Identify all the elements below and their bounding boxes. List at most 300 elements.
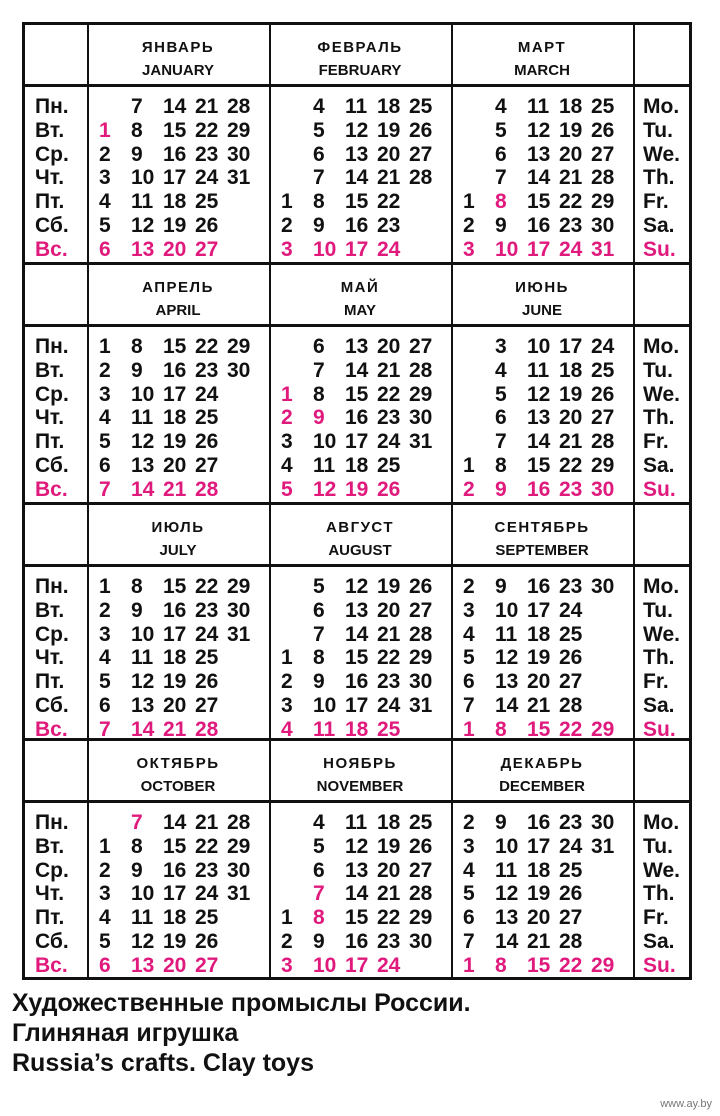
day-cell: 4 xyxy=(313,811,325,834)
day-cell: 13 xyxy=(345,858,369,882)
day-cell: 3 xyxy=(281,430,293,454)
weekday-label-ru: Пт. xyxy=(35,430,65,454)
day-cell: 19 xyxy=(163,670,187,694)
day-cell: 7 xyxy=(313,166,325,190)
day-cell: 25 xyxy=(591,95,615,118)
weekday-label-ru: Вт. xyxy=(35,598,65,622)
day-cell: 15 xyxy=(345,906,369,930)
weekday-labels-en xyxy=(643,575,680,742)
week-row xyxy=(99,694,259,718)
day-cell: 31 xyxy=(591,834,615,858)
weekday-label-en: Sa. xyxy=(643,213,675,237)
day-cell-holiday: 20 xyxy=(163,237,187,261)
weekday-label-ru: Вс. xyxy=(35,477,68,501)
day-cell: 20 xyxy=(163,693,187,717)
day-cell: 9 xyxy=(495,811,507,834)
week-row xyxy=(281,575,441,599)
month-title xyxy=(269,25,451,87)
day-cell: 6 xyxy=(313,598,325,622)
day-cell: 16 xyxy=(527,575,551,598)
weekday-labels-en xyxy=(643,95,680,262)
week-row xyxy=(281,454,441,478)
month-title xyxy=(451,265,633,327)
week-row xyxy=(99,478,259,502)
day-cell-holiday: 23 xyxy=(559,477,583,501)
day-cell: 20 xyxy=(527,670,551,694)
day-cell: 9 xyxy=(131,858,143,882)
day-cell-holiday: 10 xyxy=(313,953,337,977)
day-cell: 2 xyxy=(463,575,475,598)
weekday-label-en: Su. xyxy=(643,237,676,261)
week-row xyxy=(281,166,441,190)
day-cell: 12 xyxy=(495,646,519,670)
day-cell: 15 xyxy=(527,453,551,477)
week-row xyxy=(99,214,259,238)
weekday-label-en: Su. xyxy=(643,717,676,741)
day-cell: 12 xyxy=(345,118,369,142)
month-title xyxy=(451,25,633,87)
day-cell: 31 xyxy=(227,882,251,906)
day-cell: 17 xyxy=(345,693,369,717)
day-cell: 21 xyxy=(377,882,401,906)
week-row xyxy=(99,811,259,835)
day-cell-holiday: 8 xyxy=(495,717,507,741)
day-cell: 5 xyxy=(99,670,111,694)
day-cell: 7 xyxy=(495,430,507,454)
weekday-label-ru: Пт. xyxy=(35,190,65,214)
weekday-label-ru: Сб. xyxy=(35,453,69,477)
day-cell: 22 xyxy=(377,646,401,670)
day-cell: 2 xyxy=(463,811,475,834)
day-cell-holiday: 28 xyxy=(195,717,219,741)
day-cell: 7 xyxy=(495,166,507,190)
day-cell: 5 xyxy=(99,929,111,953)
day-cell: 8 xyxy=(131,335,143,358)
day-cell: 1 xyxy=(99,575,111,598)
week-row xyxy=(99,646,259,670)
day-cell: 16 xyxy=(345,213,369,237)
day-cell: 2 xyxy=(463,213,475,237)
weekday-label-en: Tu. xyxy=(643,358,673,382)
weekday-label-en: Fr. xyxy=(643,190,669,214)
week-row xyxy=(281,406,441,430)
month-days xyxy=(463,335,623,502)
day-cell: 10 xyxy=(313,430,337,454)
day-cell: 26 xyxy=(409,834,433,858)
day-cell: 11 xyxy=(313,453,336,477)
day-cell: 6 xyxy=(99,453,111,477)
day-cell: 22 xyxy=(377,190,401,214)
day-cell-holiday: 21 xyxy=(163,477,187,501)
day-cell: 28 xyxy=(591,430,615,454)
day-cell: 21 xyxy=(527,693,551,717)
week-row xyxy=(99,383,259,407)
day-cell-holiday: 1 xyxy=(463,953,475,977)
month-name-ru: ОКТЯБРЬ xyxy=(136,755,220,772)
day-cell-holiday: 22 xyxy=(559,717,583,741)
day-cell: 16 xyxy=(163,358,187,382)
day-cell: 20 xyxy=(377,142,401,166)
day-cell: 26 xyxy=(559,882,583,906)
weekday-label-ru: Чт. xyxy=(35,406,65,430)
week-row xyxy=(99,406,259,430)
day-cell: 28 xyxy=(409,882,433,906)
month-name-en: JUNE xyxy=(521,302,562,319)
weekday-labels-ru xyxy=(35,335,69,502)
day-cell: 28 xyxy=(409,166,433,190)
month-name-ru: АВГУСТ xyxy=(325,519,395,536)
day-cell: 30 xyxy=(227,358,251,382)
day-cell: 31 xyxy=(409,693,433,717)
day-cell: 9 xyxy=(313,670,325,694)
month-name-ru: ЯНВАРЬ xyxy=(141,39,215,56)
day-cell: 13 xyxy=(345,335,369,358)
day-cell: 13 xyxy=(495,670,519,694)
day-cell-holiday: 31 xyxy=(591,237,615,261)
day-cell: 29 xyxy=(591,190,615,214)
day-cell-holiday: 17 xyxy=(345,237,369,261)
day-cell: 30 xyxy=(409,406,433,430)
week-row xyxy=(281,478,441,502)
day-cell: 23 xyxy=(195,858,219,882)
day-cell: 7 xyxy=(463,929,475,953)
day-cell: 19 xyxy=(527,646,551,670)
day-cell: 14 xyxy=(345,358,369,382)
month-days xyxy=(99,575,259,742)
month-name-ru: АПРЕЛЬ xyxy=(142,279,214,296)
day-cell: 4 xyxy=(463,622,475,646)
day-cell: 8 xyxy=(131,575,143,598)
weekday-label-en: Mo. xyxy=(643,95,680,118)
day-cell: 16 xyxy=(527,213,551,237)
day-cell: 19 xyxy=(163,929,187,953)
day-cell-holiday: 7 xyxy=(313,882,325,906)
day-cell: 31 xyxy=(227,166,251,190)
day-cell: 14 xyxy=(345,166,369,190)
week-row xyxy=(281,646,441,670)
day-cell: 5 xyxy=(313,834,325,858)
week-row xyxy=(463,143,623,167)
month-days xyxy=(463,811,623,978)
day-cell: 18 xyxy=(163,190,187,214)
week-row xyxy=(463,694,623,718)
day-cell-holiday: 6 xyxy=(99,237,111,261)
week-row xyxy=(99,718,259,742)
day-cell: 8 xyxy=(313,382,325,406)
day-cell: 17 xyxy=(163,622,187,646)
day-cell: 1 xyxy=(281,906,293,930)
day-cell: 12 xyxy=(131,430,155,454)
day-cell: 26 xyxy=(195,670,219,694)
month-title xyxy=(269,505,451,567)
month-days xyxy=(99,335,259,502)
day-cell: 22 xyxy=(195,575,219,598)
month-name-en: APRIL xyxy=(155,302,201,319)
week-row xyxy=(463,882,623,906)
month-days xyxy=(99,95,259,262)
day-cell: 12 xyxy=(345,834,369,858)
day-cell: 5 xyxy=(463,882,475,906)
day-cell: 27 xyxy=(195,453,219,477)
week-row xyxy=(99,882,259,906)
day-cell: 10 xyxy=(131,882,155,906)
week-row xyxy=(99,906,259,930)
weekday-labels-ru xyxy=(35,575,69,742)
day-cell: 14 xyxy=(345,622,369,646)
day-cell: 20 xyxy=(527,906,551,930)
week-row xyxy=(99,859,259,883)
day-cell: 16 xyxy=(163,598,187,622)
day-cell: 17 xyxy=(163,166,187,190)
day-cell: 18 xyxy=(527,622,551,646)
day-cell-holiday: 21 xyxy=(163,717,187,741)
week-row xyxy=(463,646,623,670)
day-cell-holiday: 14 xyxy=(131,477,155,501)
week-row xyxy=(281,694,441,718)
month-name-en: JULY xyxy=(159,542,197,559)
day-cell: 31 xyxy=(227,622,251,646)
day-cell: 13 xyxy=(345,598,369,622)
day-cell: 5 xyxy=(495,118,507,142)
month-days xyxy=(463,95,623,262)
week-row xyxy=(281,718,441,742)
day-cell: 4 xyxy=(495,95,507,118)
day-cell: 6 xyxy=(463,906,475,930)
day-cell: 23 xyxy=(195,142,219,166)
day-cell: 15 xyxy=(163,118,187,142)
day-cell-holiday: 12 xyxy=(313,477,337,501)
day-cell-holiday: 26 xyxy=(377,477,401,501)
day-cell: 8 xyxy=(131,834,143,858)
day-cell: 7 xyxy=(463,693,475,717)
day-cell: 22 xyxy=(559,453,583,477)
day-cell: 30 xyxy=(227,598,251,622)
quarter-block xyxy=(25,741,689,977)
month-days xyxy=(99,811,259,978)
day-cell: 4 xyxy=(99,906,111,930)
day-cell: 17 xyxy=(163,382,187,406)
month-title xyxy=(451,505,633,567)
day-cell: 29 xyxy=(591,453,615,477)
day-cell: 26 xyxy=(195,929,219,953)
day-cell-holiday: 28 xyxy=(195,477,219,501)
week-row xyxy=(281,670,441,694)
weekday-label-en: We. xyxy=(643,382,680,406)
week-row xyxy=(99,670,259,694)
day-cell: 6 xyxy=(495,142,507,166)
month-title xyxy=(269,265,451,327)
day-cell: 25 xyxy=(559,622,583,646)
week-row xyxy=(463,454,623,478)
weekday-label-en: Mo. xyxy=(643,811,680,834)
day-cell: 17 xyxy=(527,598,551,622)
day-cell: 1 xyxy=(463,453,475,477)
week-row xyxy=(99,238,259,262)
week-row xyxy=(281,238,441,262)
day-cell: 30 xyxy=(409,670,433,694)
day-cell-holiday: 2 xyxy=(281,406,293,430)
day-cell: 31 xyxy=(409,430,433,454)
day-cell: 18 xyxy=(345,453,369,477)
day-cell: 11 xyxy=(527,358,550,382)
day-cell-holiday: 1 xyxy=(463,717,475,741)
day-cell: 26 xyxy=(409,118,433,142)
day-cell: 5 xyxy=(495,382,507,406)
day-cell: 11 xyxy=(131,406,154,430)
week-row xyxy=(281,930,441,954)
day-cell: 13 xyxy=(131,453,155,477)
week-row xyxy=(281,119,441,143)
weekday-label-ru: Пн. xyxy=(35,575,69,598)
week-row xyxy=(463,670,623,694)
day-cell-holiday: 5 xyxy=(281,477,293,501)
weekday-label-ru: Пт. xyxy=(35,906,65,930)
day-cell: 30 xyxy=(591,575,615,598)
day-cell: 12 xyxy=(527,382,551,406)
day-cell: 12 xyxy=(131,670,155,694)
day-cell: 28 xyxy=(227,811,251,834)
week-row xyxy=(281,835,441,859)
week-row xyxy=(99,166,259,190)
day-cell-holiday: 19 xyxy=(345,477,369,501)
day-cell: 30 xyxy=(227,142,251,166)
day-cell: 23 xyxy=(559,575,583,598)
day-cell-holiday: 6 xyxy=(99,953,111,977)
day-cell: 24 xyxy=(377,693,401,717)
day-cell: 8 xyxy=(495,453,507,477)
day-cell: 23 xyxy=(377,929,401,953)
week-row xyxy=(281,143,441,167)
day-cell: 29 xyxy=(409,906,433,930)
week-row xyxy=(281,190,441,214)
day-cell: 2 xyxy=(99,142,111,166)
weekday-label-en: Sa. xyxy=(643,453,675,477)
day-cell: 14 xyxy=(163,95,187,118)
day-cell: 23 xyxy=(377,406,401,430)
week-row xyxy=(99,835,259,859)
week-row xyxy=(463,214,623,238)
day-cell: 10 xyxy=(131,622,155,646)
day-cell: 27 xyxy=(409,335,433,358)
day-cell: 20 xyxy=(559,142,583,166)
week-row xyxy=(281,954,441,978)
day-cell: 29 xyxy=(227,834,251,858)
day-cell-holiday: 20 xyxy=(163,953,187,977)
weekday-label-en: Th. xyxy=(643,882,675,906)
day-cell: 25 xyxy=(195,406,219,430)
week-row xyxy=(99,954,259,978)
day-cell-holiday: 24 xyxy=(377,237,401,261)
day-cell: 10 xyxy=(527,335,551,358)
week-row xyxy=(463,478,623,502)
weekday-label-en: Th. xyxy=(643,166,675,190)
day-cell: 23 xyxy=(377,670,401,694)
week-row xyxy=(463,623,623,647)
day-cell: 27 xyxy=(559,906,583,930)
day-cell: 7 xyxy=(313,622,325,646)
day-cell: 4 xyxy=(495,358,507,382)
quarter-block xyxy=(25,265,689,505)
weekday-label-en: Sa. xyxy=(643,929,675,953)
month-days xyxy=(281,811,441,978)
weekday-label-ru: Ср. xyxy=(35,382,69,406)
day-cell: 26 xyxy=(409,575,433,598)
day-cell: 1 xyxy=(99,834,111,858)
month-days xyxy=(281,335,441,502)
day-cell: 13 xyxy=(345,142,369,166)
day-cell-holiday: 14 xyxy=(131,717,155,741)
day-cell: 11 xyxy=(131,906,154,930)
day-cell: 19 xyxy=(559,382,583,406)
weekday-labels-ru xyxy=(35,95,69,262)
month-name-ru: НОЯБРЬ xyxy=(323,755,397,772)
week-row xyxy=(281,906,441,930)
day-cell-holiday: 22 xyxy=(559,953,583,977)
day-cell: 9 xyxy=(495,575,507,598)
day-cell: 29 xyxy=(409,646,433,670)
day-cell: 10 xyxy=(495,834,519,858)
month-name-ru: МАРТ xyxy=(517,39,567,56)
month-name-en: NOVEMBER xyxy=(316,778,404,795)
day-cell: 19 xyxy=(163,430,187,454)
day-cell: 24 xyxy=(559,834,583,858)
watermark: www.ay.by xyxy=(660,1098,712,1110)
day-cell: 2 xyxy=(99,358,111,382)
day-cell: 19 xyxy=(377,575,401,598)
day-cell: 21 xyxy=(377,166,401,190)
day-cell: 24 xyxy=(195,882,219,906)
day-cell-holiday: 9 xyxy=(313,406,325,430)
week-row xyxy=(281,383,441,407)
day-cell: 23 xyxy=(559,811,583,834)
weekday-label-en: We. xyxy=(643,142,680,166)
day-cell: 14 xyxy=(163,811,187,834)
month-name-en: AUGUST xyxy=(328,542,392,559)
weekday-label-ru: Ср. xyxy=(35,142,69,166)
day-cell: 19 xyxy=(377,118,401,142)
day-cell: 18 xyxy=(527,858,551,882)
day-cell: 26 xyxy=(559,646,583,670)
day-cell: 29 xyxy=(409,382,433,406)
week-row xyxy=(463,95,623,119)
day-cell: 17 xyxy=(345,430,369,454)
day-cell: 12 xyxy=(131,929,155,953)
day-cell: 15 xyxy=(163,575,187,598)
week-row xyxy=(99,599,259,623)
day-cell: 3 xyxy=(99,622,111,646)
month-name-en: FEBRUARY xyxy=(318,62,402,79)
week-row xyxy=(281,859,441,883)
day-cell: 21 xyxy=(527,929,551,953)
weekday-label-en: We. xyxy=(643,858,680,882)
weekday-label-en: Fr. xyxy=(643,906,669,930)
day-cell: 3 xyxy=(99,166,111,190)
day-cell: 22 xyxy=(195,118,219,142)
day-cell: 28 xyxy=(559,693,583,717)
day-cell-holiday: 15 xyxy=(527,717,551,741)
quarter-block xyxy=(25,25,689,265)
day-cell: 11 xyxy=(131,190,154,214)
day-cell: 4 xyxy=(463,858,475,882)
day-cell: 25 xyxy=(409,811,433,834)
day-cell: 18 xyxy=(163,646,187,670)
month-name-ru: МАЙ xyxy=(340,279,380,296)
weekday-label-ru: Чт. xyxy=(35,166,65,190)
day-cell-holiday: 27 xyxy=(195,237,219,261)
day-cell: 22 xyxy=(377,906,401,930)
week-row xyxy=(99,335,259,359)
day-cell: 10 xyxy=(131,166,155,190)
